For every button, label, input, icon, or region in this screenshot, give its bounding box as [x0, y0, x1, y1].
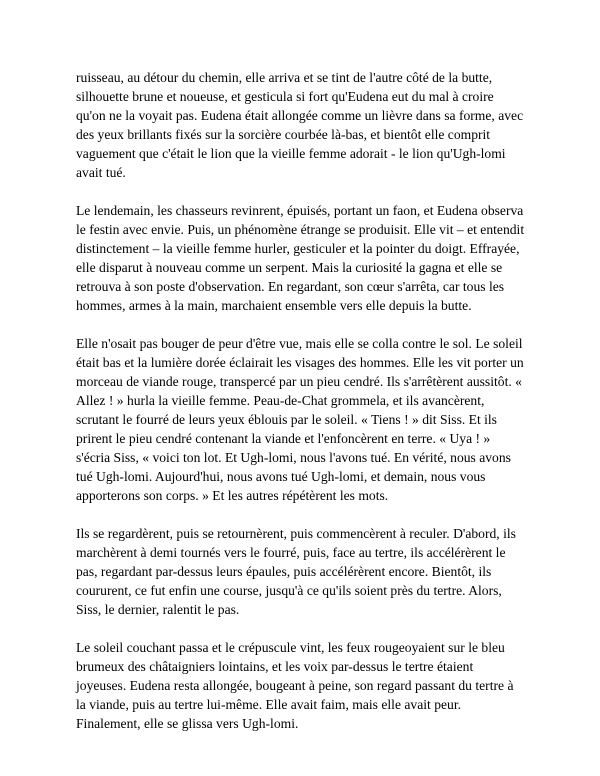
paragraph-5: Le soleil couchant passa et le crépuscule vint, les feux rougeoyaient sur le bleu brumeux des châtaigniers lointains, et les voix par-dessus le tertre étaient joyeuses. Eudena resta allongée, bougeant à peine, son regard passant du tertre à la viande, puis au tertre lui-même. Elle avait faim, mais elle avait peur. Finalement, elle se glissa vers Ugh-lomi.: [76, 640, 514, 731]
paragraph-1: ruisseau, au détour du chemin, elle arriva et se tint de l'autre côté de la butte, silhouette brune et noueuse, et gesticula si fort qu'Eudena eut du mal à croire qu'on ne la voyait pas. Eudena était allongée comme un lièvre dans sa forme, avec des yeux brillants fixés sur la sorcière courbée là-bas, et bientôt elle comprit vaguement que c'était le lion que la vieille femme adorait - le lion qu'Ugh-lomi avait tué.: [76, 70, 524, 180]
paragraph-4: Ils se regardèrent, puis se retournèrent, puis commencèrent à reculer. D'abord, ils marchèrent à demi tournés vers le fourré, puis, face au tertre, ils accélérèrent le pas, regardant par-dessus leurs épaules, puis accélérèrent encore. Bientôt, ils coururent, ce fut enfin une course, jusqu'à ce qu'ils soient près du tertre. Alors, Siss, le dernier, ralentit le pas.: [76, 526, 516, 617]
document-page: [76, 68, 526, 752]
paragraph-2: Le lendemain, les chasseurs revinrent, épuisés, portant un faon, et Eudena observa le festin avec envie. Puis, un phénomène étrange se produisit. Elle vit – et entendit distinctement – la vieille femme hurler, gesticuler et la pointer du doigt. Effrayée, elle disparut à nouveau comme un serpent. Mais la curiosité la gagna et elle se retrouva à son poste d'observation. En regardant, son cœur s'arrêta, car tous les hommes, armes à la main, marchaient ensemble vers elle depuis la butte.: [76, 203, 525, 313]
paragraph-3: Elle n'osait pas bouger de peur d'être vue, mais elle se colla contre le sol. Le soleil était bas et la lumière dorée éclairait les visages des hommes. Elle les vit porter un morceau de viande rouge, transpercé par un pieu cendré. Ils s'arrêtèrent aussitôt. « Allez ! » hurla la vieille femme. Peau-de-Chat grommela, et ils avancèrent, scrutant le fourré de leurs yeux éblouis par le soleil. « Tiens ! » dit Siss. Et ils prirent le pieu cendré contenant la viande et l'enfoncèrent en terre. « Uya ! » s'écria Siss, « voici ton lot. Et Ugh-lomi, nous l'avons tué. En vérité, nous avons tué Ugh-lomi. Aujourd'hui, nous avons tué Ugh-lomi, et demain, nous vous apporterons son corps. » Et les autres répétèrent les mots.: [76, 336, 524, 503]
